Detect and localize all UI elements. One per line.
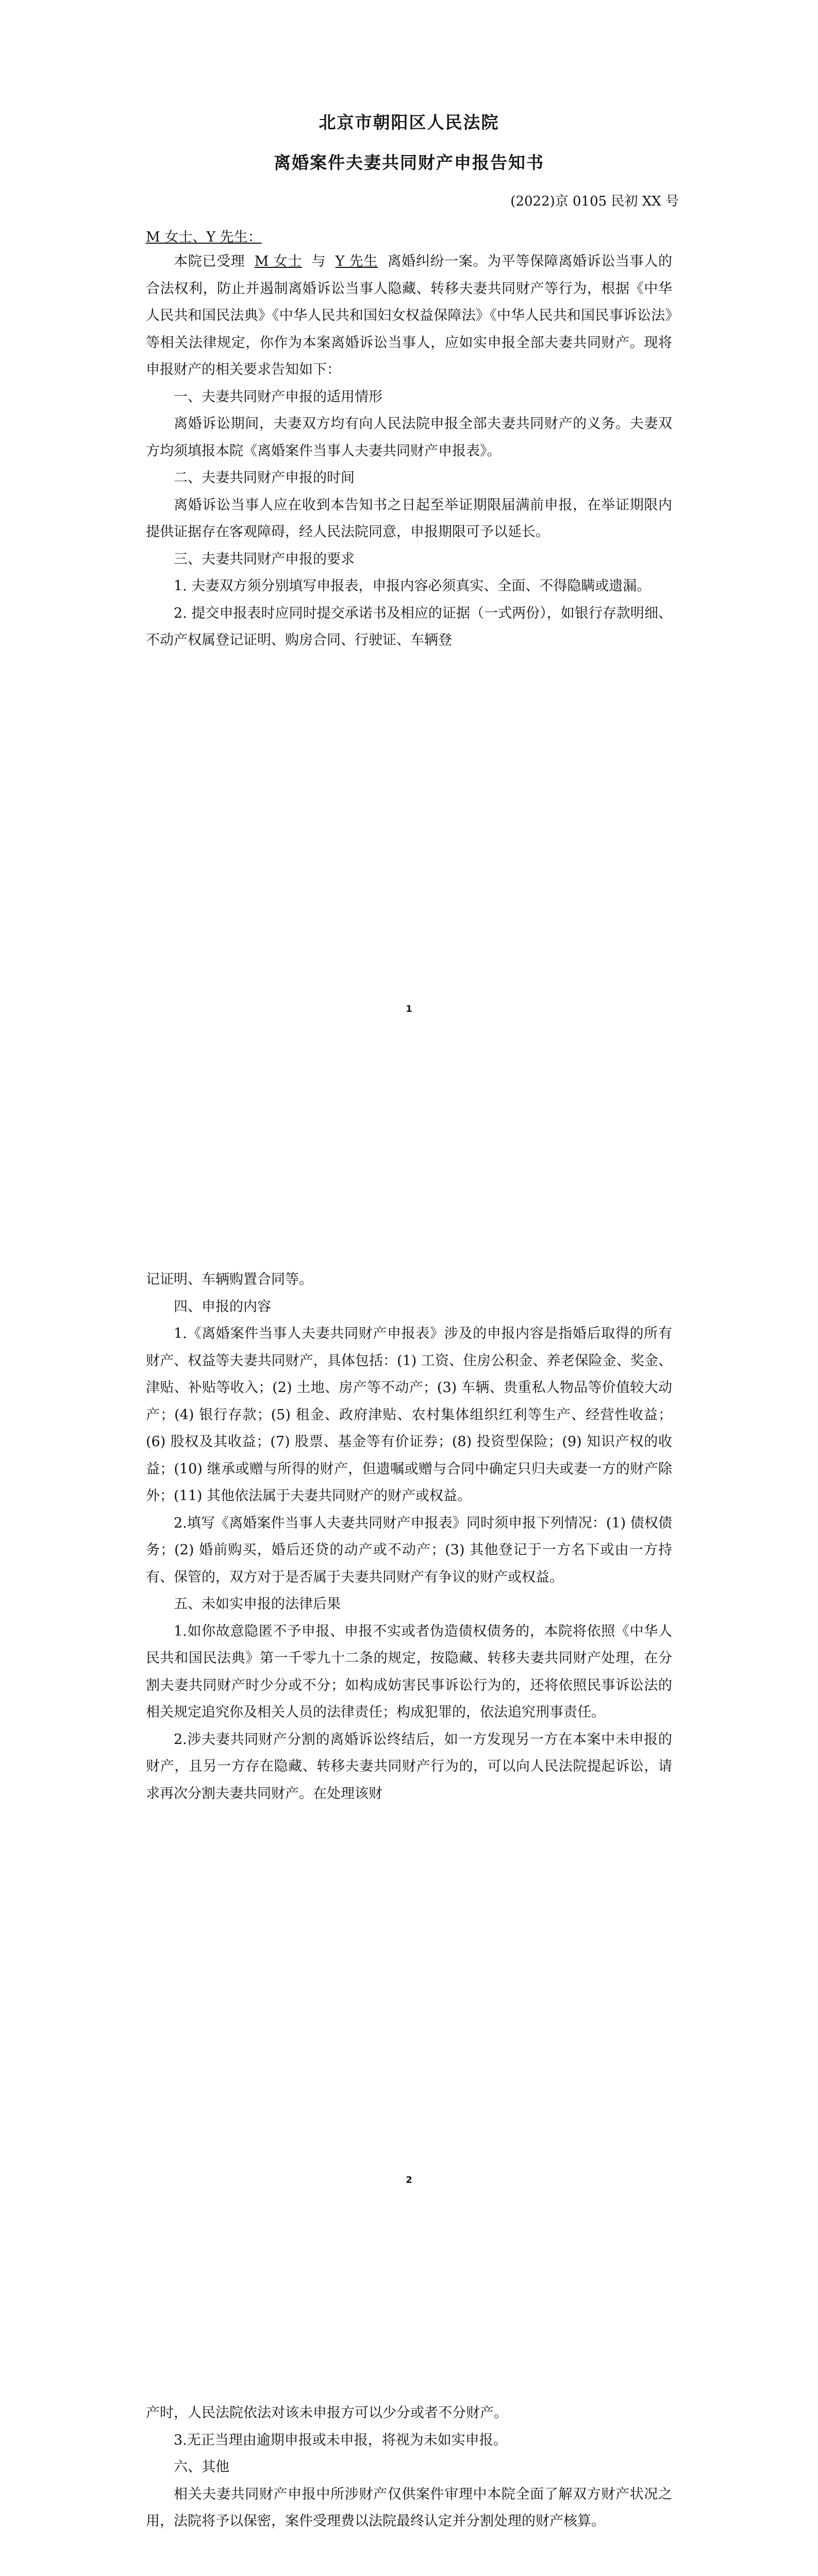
section-6-paragraph: 相关夫妻共同财产申报中所涉财产仅供案件审理中本院全面了解双方财产状况之用，法院将予以保密，案件受理费以法院最终认定并分割处理的财产核算。 <box>146 2486 672 2529</box>
section-5-item-1: 1.如你故意隐匿不予申报、申报不实或者伪造债权债务的，本院将依照《中华人民共和国民法典》第一千零九十二条的规定，按隐藏、转移夫妻共同财产处理，在分割夫妻共同财产时少分或不分；如构成妨害民事诉讼行为的，还将依照民事诉讼法的相关规定追究你及相关人员的法律责任；构成犯罪的，依法追究刑事责任。 <box>146 1623 672 1720</box>
page-3-body <box>146 2400 672 2535</box>
section-heading-1: 一、夫妻共同财产申报的适用情形 <box>174 388 382 405</box>
page-1-body <box>146 248 672 654</box>
page-2-body <box>146 1266 672 1807</box>
section-2-paragraph: 离婚诉讼当事人应在收到本告知书之日起至举证期限届满前申报，在举证期限内提供证据存在客观障碍，经人民法院同意，申报期限可予以延长。 <box>146 497 672 540</box>
party-y: Y 先生 <box>335 253 378 269</box>
section-1-paragraph: 离婚诉讼期间，夫妻双方均有向人民法院申报全部夫妻共同财产的义务。夫妻双方均须填报本院《离婚案件当事人夫妻共同财产申报表》。 <box>146 416 672 459</box>
document-page-2 <box>0 1157 818 2313</box>
section-5-item-3: 3.无正当理由逾期申报或未申报，将视为未如实申报。 <box>174 2432 507 2448</box>
addressee: M 女士、Y 先生： <box>146 229 262 245</box>
court-name-heading: 北京市朝阳区人民法院 <box>319 112 499 132</box>
section-3-item-2: 2. 提交申报表时应同时提交承诺书及相应的证据（一式两份），如银行存款明细、不动产权属登记证明、购房合同、行驶证、车辆登 <box>146 605 672 648</box>
section-heading-2: 二、夫妻共同财产申报的时间 <box>174 470 355 486</box>
section-heading-3: 三、夫妻共同财产申报的要求 <box>174 551 355 567</box>
document-page-1 <box>0 0 818 1157</box>
section-5-item-2: 2.涉夫妻共同财产分割的离婚诉讼终结后，如一方发现另一方在本案中未申报的财产，且另一方存在隐藏、转移夫妻共同财产行为的，可以向人民法院提起诉讼，请求再次分割夫妻共同财产。在处理该财 <box>146 1731 672 1802</box>
section-3-item-1: 1. 夫妻双方须分别填写申报表，申报内容必须真实、全面、不得隐瞒或遗漏。 <box>174 578 651 594</box>
document-title: 离婚案件夫妻共同财产申报告知书 <box>274 152 544 173</box>
section-5-item-2-continued: 产时，人民法院依法对该未申报方可以少分或者不分财产。 <box>146 2405 508 2421</box>
document-page-3 <box>0 2313 818 2576</box>
section-4-item-2: 2.填写《离婚案件当事人夫妻共同财产申报表》同时须申报下列情况：(1) 债权债务；(2) 婚前购买，婚后还贷的动产或不动产；(3) 其他登记于一方名下或由一方持有、保管的，双方对于是否属于夫妻共同财产有争议的财产或权益。 <box>146 1515 672 1585</box>
section-heading-5: 五、未如实申报的法律后果 <box>174 1596 341 1612</box>
party-m: M 女士 <box>254 253 302 269</box>
intro-paragraph: 本院已受理 M 女士 与 Y 先生 离婚纠纷一案。为平等保障离婚诉讼当事人的合法权利，防止并遏制离婚诉讼当事人隐藏、转移夫妻共同财产等行为，根据《中华人民共和国民法典》《中华人民共和国妇女权益保障法》《中华人民共和国民事诉讼法》等相关法律规定，你作为本案离婚诉讼当事人，应如实申报全部夫妻共同财产。现将申报财产的相关要求告知如下： <box>146 253 672 378</box>
section-heading-6: 六、其他 <box>174 2459 229 2475</box>
section-4-item-1: 1.《离婚案件当事人夫妻共同财产申报表》涉及的申报内容是指婚后取得的所有财产、权益等夫妻共同财产，具体包括：(1) 工资、住房公积金、养老保险金、奖金、津贴、补贴等收入；(2) 土地、房产等不动产；(3) 车辆、贵重私人物品等价值较大动产；(4) 银行存款；(5) 租金、政府津贴、农村集体组织红利等生产、经营性收益；(6) 股权及其收益；(7) 股票、基金等有价证券；(8) 投资型保险；(9) 知识产权的收益；(10) 继承或赠与所得的财产，但遗嘱或赠与合同中确定只归夫或妻一方的财产除外；(11) 其他依法属于夫妻共同财产的财产或权益。 <box>146 1326 672 1504</box>
section-heading-4: 四、申报的内容 <box>174 1298 271 1315</box>
section-3-item-2-continued: 记证明、车辆购置合同等。 <box>146 1272 313 1287</box>
page-number: 1 <box>406 1004 412 1014</box>
page-number: 2 <box>406 2175 412 2185</box>
case-number: (2022)京 0105 民初 XX 号 <box>510 194 679 209</box>
